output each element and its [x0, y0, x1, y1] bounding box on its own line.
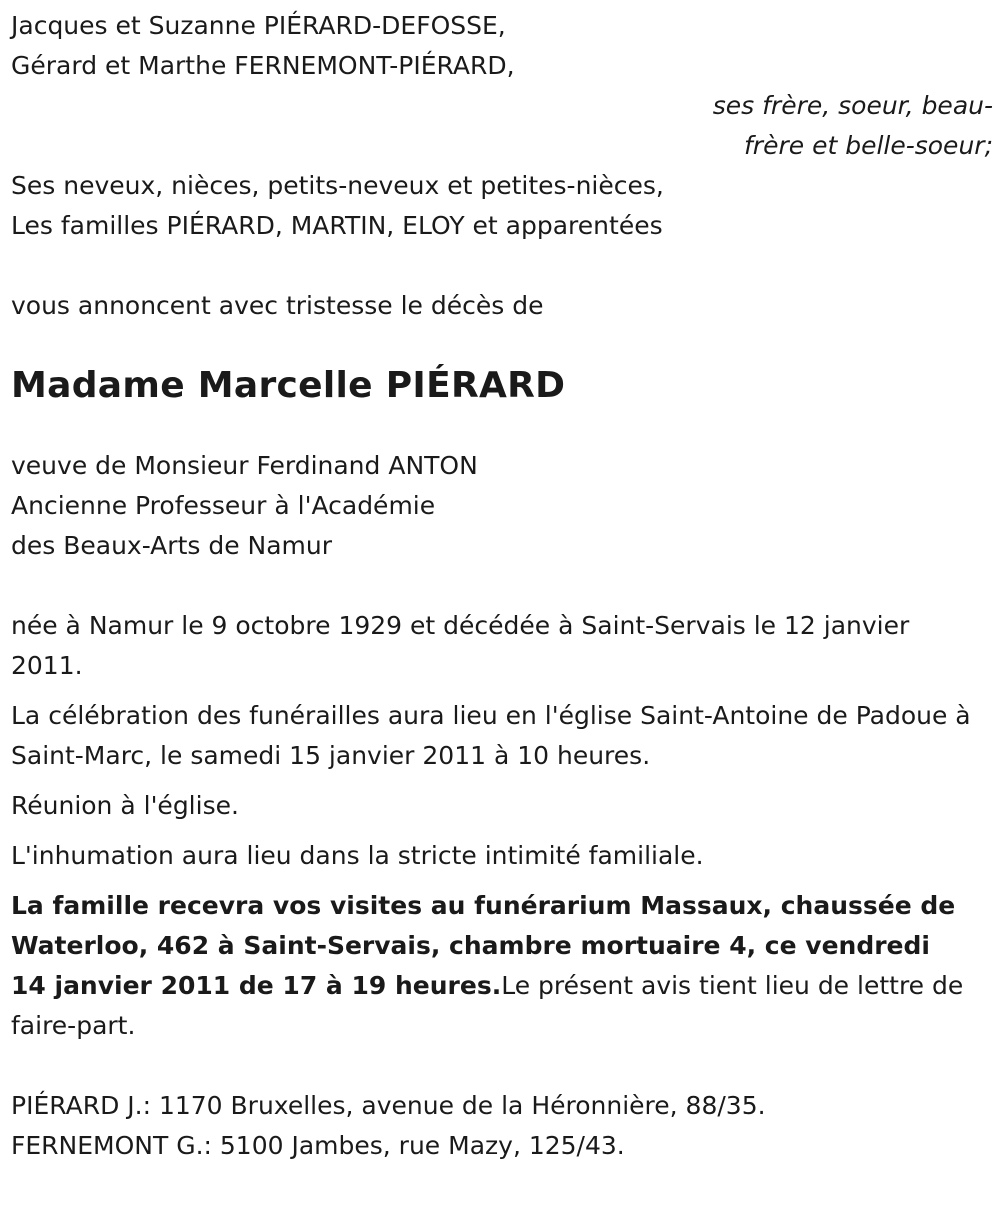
celebration-info: La célébration des funérailles aura lieu en l'église Saint-Antoine de Padoue à Saint-Marc, le samedi 15 janvier 2011 à 10 heures. — [11, 701, 971, 770]
address-fernemont: FERNEMONT G.: 5100 Jambes, rue Mazy, 125/43. — [11, 1131, 625, 1160]
family-line-4: Les familles PIÉRARD, MARTIN, ELOY et apparentées — [11, 211, 663, 240]
visits-rest-text: Le présent avis tient lieu de lettre de faire-part. — [11, 971, 964, 1040]
announcement-text: vous annoncent avec tristesse le décès de — [11, 291, 544, 320]
address-pierard: PIÉRARD J.: 1170 Bruxelles, avenue de la Héronnière, 88/35. — [11, 1091, 766, 1120]
deceased-name: Madame Marcelle PIÉRARD — [11, 365, 566, 406]
reunion-info: Réunion à l'église. — [11, 791, 239, 820]
contact-addresses — [11, 1086, 993, 1166]
visits-bold-text: La famille recevra vos visites au funérarium Massaux, chaussée de Waterloo, 462 à Saint-Servais, chambre mortuaire 4, ce vendredi 14 janvier 2011 de 17 à 19 heures. — [11, 891, 956, 1000]
family-line-1: Jacques et Suzanne PIÉRARD-DEFOSSE, — [11, 11, 506, 40]
family-line-2: Gérard et Marthe FERNEMONT-PIÉRARD, — [11, 51, 515, 80]
birth-death-info: née à Namur le 9 octobre 1929 et décédée à Saint-Servais le 12 janvier 2011. — [11, 611, 910, 680]
deceased-widow-of: veuve de Monsieur Ferdinand ANTON — [11, 451, 478, 480]
visits-info — [11, 886, 971, 1046]
inhumation-info: L'inhumation aura lieu dans la stricte intimité familiale. — [11, 841, 704, 870]
deceased-profession: Ancienne Professeur à l'Académie — [11, 491, 436, 520]
family-relation: ses frère, soeur, beau-frère et belle-soeur; — [712, 91, 993, 160]
family-line-3: Ses neveux, nièces, petits-neveux et petites-nièces, — [11, 171, 664, 200]
deceased-institution: des Beaux-Arts de Namur — [11, 531, 333, 560]
obituary-notice — [11, 6, 993, 1166]
